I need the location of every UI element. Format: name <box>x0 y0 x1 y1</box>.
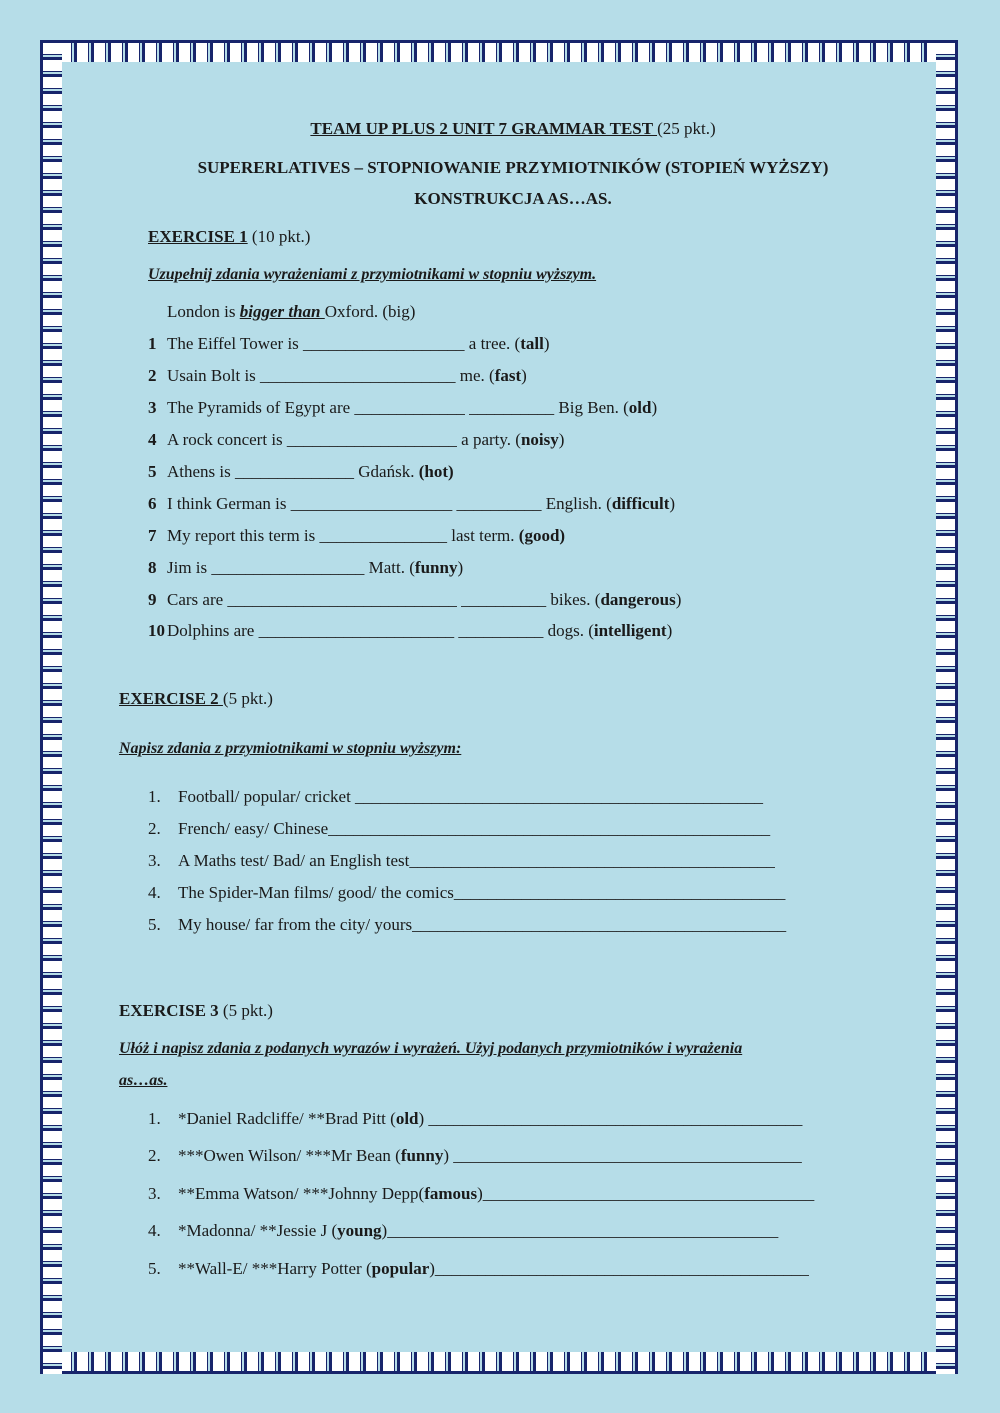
item-text: Jim is __________________ Matt. ( <box>167 558 415 577</box>
item-number: 7 <box>148 526 157 545</box>
item-text: **Emma Watson/ ***Johnny Depp( <box>178 1184 425 1203</box>
exercise1-item <box>148 621 672 641</box>
item-adjective: old <box>628 398 652 417</box>
exercise1-item <box>148 494 675 514</box>
exercise1-item <box>148 526 565 546</box>
subtitle-1: SUPERERLATIVES – STOPNIOWANIE PRZYMIOTNIKÓW (STOPIEŃ WYŻSZY) <box>197 158 829 177</box>
exercise1-item <box>148 366 527 386</box>
item-number: 4. <box>148 883 161 902</box>
item-adjective: funny <box>414 558 458 577</box>
item-text: The Eiffel Tower is ___________________ a tree. ( <box>167 334 521 353</box>
exercise1-item <box>148 558 463 578</box>
item-text: Cars are ___________________________ __________ bikes. ( <box>167 590 601 609</box>
exercise2-item <box>148 819 770 839</box>
item-text: **Wall-E/ ***Harry Potter ( <box>178 1259 372 1278</box>
item-adjective: intelligent <box>593 621 667 640</box>
exercise3-item <box>148 1184 814 1204</box>
example-pre: London is <box>167 302 240 321</box>
item-suffix: ) <box>558 430 565 449</box>
item-text: A Maths test/ Bad/ an English test___________________________________________ <box>178 851 775 870</box>
item-adjective: young <box>337 1221 382 1240</box>
exercise3-instruction-line2: as…as. <box>119 1072 168 1089</box>
decorative-border-left <box>40 40 62 1374</box>
item-text: I think German is ___________________ __________ English. ( <box>167 494 612 513</box>
item-number: 4. <box>148 1221 161 1240</box>
item-answer-line: ) ____________________________________________ <box>418 1109 803 1128</box>
item-adjective: (hot) <box>418 462 454 481</box>
example-answer: bigger than <box>239 302 325 321</box>
item-text: Athens is ______________ Gdańsk. <box>167 462 419 481</box>
item-number: 5. <box>148 1259 161 1278</box>
item-text: My house/ far from the city/ yours____________________________________________ <box>178 915 787 934</box>
item-suffix: ) <box>457 558 464 577</box>
exercise3-heading-label: EXERCISE 3 <box>119 1001 219 1020</box>
item-adjective: old <box>395 1109 419 1128</box>
item-text: A rock concert is ____________________ a party. ( <box>167 430 521 449</box>
exercise2-item <box>148 883 785 903</box>
item-number: 3. <box>148 1184 161 1203</box>
item-adjective: noisy <box>520 430 559 449</box>
example-post: Oxford. (big) <box>324 302 416 321</box>
item-number: 3 <box>148 398 157 417</box>
title-text: TEAM UP PLUS 2 UNIT 7 GRAMMAR TEST <box>310 119 658 138</box>
item-text: Dolphins are _______________________ __________ dogs. ( <box>167 621 594 640</box>
item-number: 5. <box>148 915 161 934</box>
exercise2-item <box>148 851 775 871</box>
item-suffix: ) <box>543 334 550 353</box>
page-title <box>0 119 1000 139</box>
item-number: 1. <box>148 1109 161 1128</box>
item-text: Football/ popular/ cricket ________________________________________________ <box>178 787 764 806</box>
item-suffix: ) <box>675 590 682 609</box>
exercise1-heading-label: EXERCISE 1 <box>148 227 248 246</box>
item-number: 2. <box>148 1146 161 1165</box>
exercise1-item <box>148 334 550 354</box>
exercise2-item <box>148 787 763 807</box>
item-adjective: fast <box>494 366 522 385</box>
exercise1-item <box>148 590 681 610</box>
item-answer-line: )______________________________________________ <box>381 1221 779 1240</box>
item-adjective: dangerous <box>600 590 676 609</box>
item-number: 2. <box>148 819 161 838</box>
item-number: 5 <box>148 462 157 481</box>
item-adjective: tall <box>520 334 544 353</box>
item-number: 4 <box>148 430 157 449</box>
item-text: *Daniel Radcliffe/ **Brad Pitt ( <box>178 1109 396 1128</box>
item-suffix: ) <box>666 621 673 640</box>
exercise1-item <box>148 430 564 450</box>
exercise3-item <box>148 1221 778 1241</box>
item-number: 6 <box>148 494 157 513</box>
exercise3-item <box>148 1146 802 1166</box>
item-suffix: ) <box>669 494 676 513</box>
decorative-border-bottom <box>40 1352 958 1374</box>
exercise3-heading <box>119 1001 273 1021</box>
exercise1-points: (10 pkt.) <box>247 227 311 246</box>
exercise3-item <box>148 1259 809 1279</box>
exercise3-instruction-line1: Ułóż i napisz zdania z podanych wyrazów i wyrażeń. Użyj podanych przymiotników i wyrażenia <box>119 1040 743 1057</box>
item-text: The Spider-Man films/ good/ the comics_______________________________________ <box>178 883 786 902</box>
exercise2-item <box>148 915 786 935</box>
exercise1-item <box>148 462 454 482</box>
item-text: French/ easy/ Chinese____________________________________________________ <box>178 819 771 838</box>
item-number: 10 <box>148 621 165 640</box>
exercise2-heading-label: EXERCISE 2 <box>119 689 223 708</box>
item-suffix: ) <box>651 398 658 417</box>
item-adjective: funny <box>400 1146 444 1165</box>
subtitle-2: KONSTRUKCJA AS…AS. <box>414 189 612 208</box>
item-number: 9 <box>148 590 157 609</box>
item-adjective: popular <box>371 1259 430 1278</box>
item-adjective: famous <box>424 1184 478 1203</box>
exercise1-instruction: Uzupełnij zdania wyrażeniami z przymiotnikami w stopniu wyższym. <box>148 266 597 283</box>
item-text: The Pyramids of Egypt are _____________ __________ Big Ben. ( <box>167 398 629 417</box>
exercise1-item <box>148 398 657 418</box>
item-text: Usain Bolt is _______________________ me. ( <box>167 366 495 385</box>
exercise3-item <box>148 1109 802 1129</box>
item-text: *Madonna/ **Jessie J ( <box>178 1221 338 1240</box>
item-number: 8 <box>148 558 157 577</box>
item-adjective: difficult <box>611 494 670 513</box>
item-number: 1 <box>148 334 157 353</box>
item-answer-line: ) _________________________________________ <box>443 1146 802 1165</box>
exercise2-points: (5 pkt.) <box>222 689 273 708</box>
item-text: ***Owen Wilson/ ***Mr Bean ( <box>178 1146 401 1165</box>
decorative-border-top <box>40 40 958 62</box>
item-number: 2 <box>148 366 157 385</box>
exercise2-heading <box>119 689 273 709</box>
exercise1-heading <box>148 227 310 247</box>
title-points: (25 pkt.) <box>657 119 716 138</box>
item-number: 1. <box>148 787 161 806</box>
item-answer-line: )____________________________________________ <box>429 1259 809 1278</box>
item-text: My report this term is _______________ last term. <box>167 526 519 545</box>
item-number: 3. <box>148 851 161 870</box>
exercise2-instruction: Napisz zdania z przymiotnikami w stopniu wyższym: <box>119 740 462 757</box>
item-suffix: ) <box>521 366 527 385</box>
decorative-border-right <box>936 40 958 1374</box>
item-answer-line: )_______________________________________ <box>477 1184 815 1203</box>
item-adjective: (good) <box>518 526 566 545</box>
exercise1-example <box>167 302 415 322</box>
exercise3-points: (5 pkt.) <box>218 1001 273 1020</box>
